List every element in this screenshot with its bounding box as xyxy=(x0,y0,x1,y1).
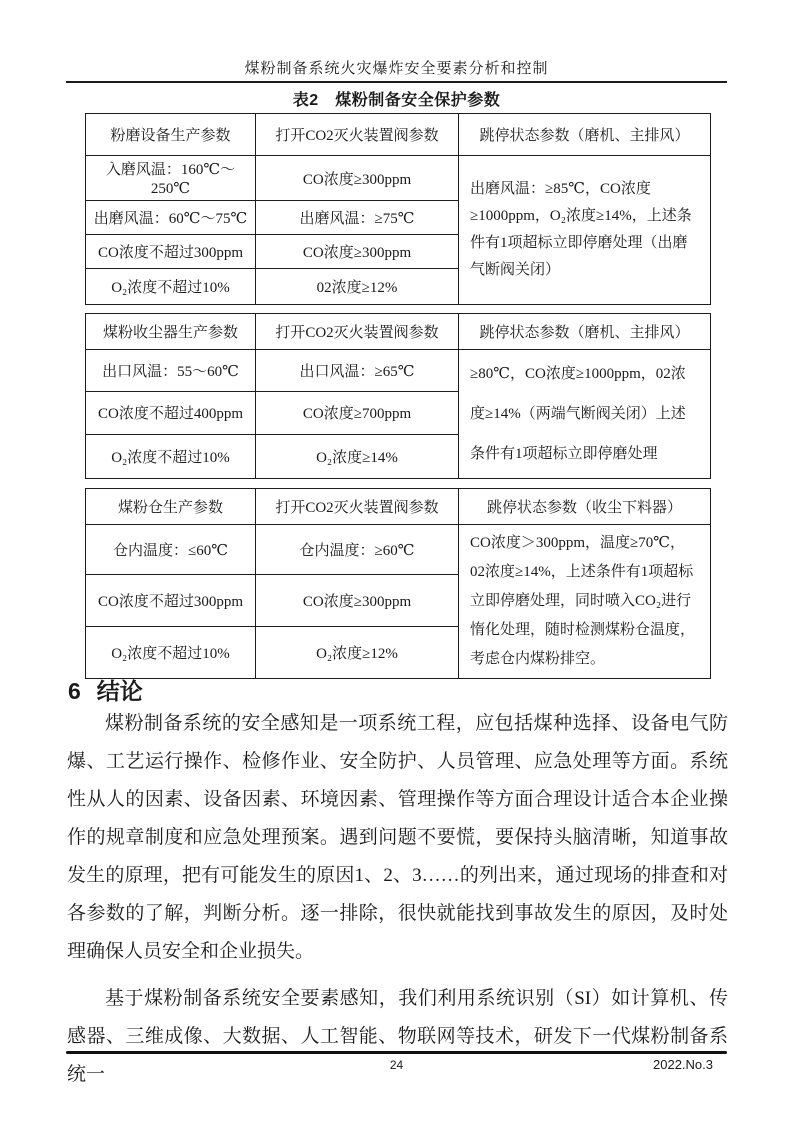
cell-production: O₂浓度不超过10% xyxy=(86,435,256,479)
col-header-co2-valve: 打开CO2灭火装置阀参数 xyxy=(256,314,459,350)
cell-production: O₂浓度不超过10% xyxy=(86,626,256,678)
cell-production: CO浓度不超过300ppm xyxy=(86,235,256,269)
footer-rule xyxy=(66,1051,727,1054)
col-header-co2-valve: 打开CO2灭火装置阀参数 xyxy=(256,489,459,525)
conclusion-paragraph-2: 基于煤粉制备系统安全要素感知，我们利用系统识别（SI）如计算机、传感器、三维成像、大数据、人工智能、物联网等技术，研发下一代煤粉制备系统一 xyxy=(67,988,728,1085)
cell-valve: O₂浓度≥14% xyxy=(256,435,459,479)
cell-valve: CO浓度≥700ppm xyxy=(256,391,459,435)
cell-production: 仓内温度：≤60℃ xyxy=(86,525,256,575)
cell-valve: 仓内温度：≥60℃ xyxy=(256,525,459,575)
cell-production: 出磨风温：60℃～75℃ xyxy=(86,201,256,235)
table-row xyxy=(86,489,711,525)
footer-page-number: 24 xyxy=(389,1058,404,1072)
col-header-production: 粉磨设备生产参数 xyxy=(86,114,256,156)
table-row xyxy=(86,114,711,156)
section-title: 结论 xyxy=(96,678,143,704)
table-row xyxy=(86,314,711,350)
cell-valve: 02浓度≥12% xyxy=(256,269,459,305)
section-number: 6 xyxy=(68,678,81,704)
conclusion-paragraph-1: 煤粉制备系统的安全感知是一项系统工程，应包括煤种选择、设备电气防爆、工艺运行操作、检修作业、安全防护、人员管理、应急处理等方面。系统性从人的因素、设备因素、环境因素、管理操作等方面合理设计适合本企业操作的规章制度和应急处理预案。遇到问题不要慌，要保持头脑清晰，知道事故发生的原理，把有可能发生的原因1、2、3……的列出来，通过现场的排查和对各参数的了解，判断分析。逐一排除，很快就能找到事故发生的原因，及时处理确保人员安全和企业损失。 xyxy=(67,713,728,962)
header-rule xyxy=(66,81,727,83)
cell-valve: CO浓度≥300ppm xyxy=(256,574,459,626)
section-heading-conclusion xyxy=(68,673,143,706)
table-caption: 表2 煤粉制备安全保护参数 xyxy=(292,92,501,109)
col-header-production: 煤粉仓生产参数 xyxy=(86,489,256,525)
col-header-trip-status: 跳停状态参数（磨机、主排风） xyxy=(459,314,711,350)
cell-production: 出口风温：55～60℃ xyxy=(86,350,256,392)
cell-valve: 出口风温：≥65℃ xyxy=(256,350,459,392)
table-row xyxy=(86,525,711,575)
cell-trip-condition: 出磨风温：≥85℃，CO浓度≥1000ppm，O₂浓度≥14%，上述条件有1项超标立即停磨处理（出磨气断阀关闭） xyxy=(459,156,711,305)
col-header-trip-status: 跳停状态参数（磨机、主排风） xyxy=(459,114,711,156)
running-title: 煤粉制备系统火灾爆炸安全要素分析和控制 xyxy=(244,61,549,77)
table-coal-silo-parameters xyxy=(85,488,711,679)
cell-production: CO浓度不超过400ppm xyxy=(86,391,256,435)
cell-valve: 出磨风温：≥75℃ xyxy=(256,201,459,235)
table-dust-collector-parameters xyxy=(85,313,711,479)
cell-valve: O₂浓度≥12% xyxy=(256,626,459,678)
cell-trip-condition: CO浓度＞300ppm，温度≥70℃，02浓度≥14%，上述条件有1项超标立即停磨处理，同时喷入CO₂进行惰化处理，随时检测煤粉仓温度，考虑仓内煤粉排空。 xyxy=(459,525,711,679)
cell-valve: CO浓度≥300ppm xyxy=(256,156,459,201)
cell-production: CO浓度不超过300ppm xyxy=(86,574,256,626)
cell-production: 入磨风温：160℃～250℃ xyxy=(86,156,256,201)
table-row xyxy=(86,350,711,392)
col-header-production: 煤粉收尘器生产参数 xyxy=(86,314,256,350)
cell-valve: CO浓度≥300ppm xyxy=(256,235,459,269)
table-mill-parameters xyxy=(85,113,711,305)
cell-trip-condition: ≥80℃，CO浓度≥1000ppm，02浓度≥14%（两端气断阀关闭）上述条件有1项超标立即停磨处理 xyxy=(459,350,711,479)
col-header-trip-status: 跳停状态参数（收尘下料器） xyxy=(459,489,711,525)
conclusion-body xyxy=(67,705,728,1103)
cell-production: O₂浓度不超过10% xyxy=(86,269,256,305)
footer-issue-label: 2022.No.3 xyxy=(653,1057,713,1072)
table-row xyxy=(86,156,711,201)
col-header-co2-valve: 打开CO2灭火装置阀参数 xyxy=(256,114,459,156)
